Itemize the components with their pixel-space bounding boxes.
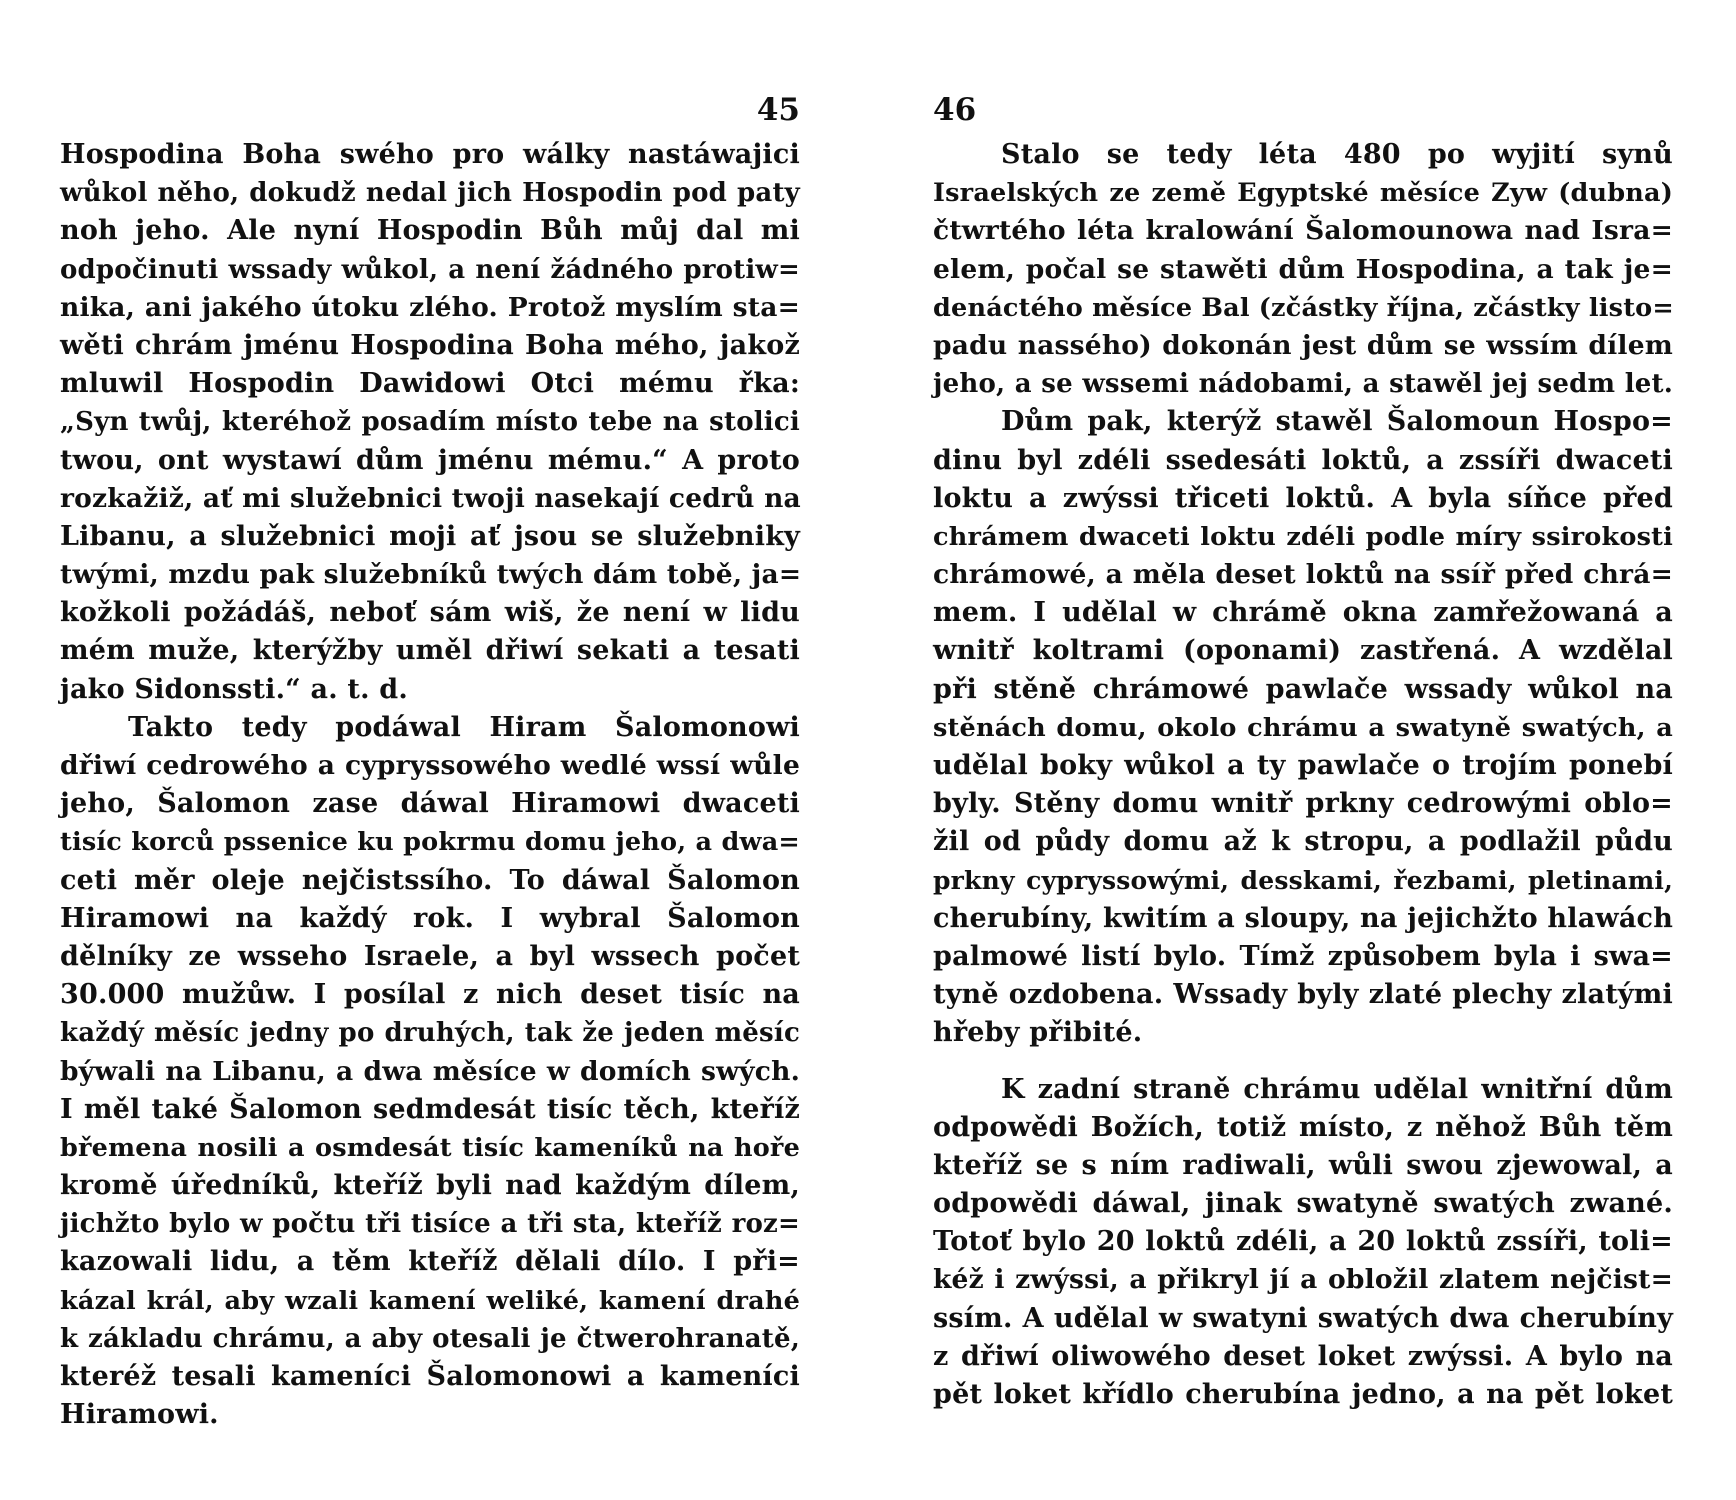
- text-line: hřeby přibité.: [933, 1017, 1143, 1049]
- text-line: čtwrtého léta kralowání Šalomounowa nad Isra=: [933, 215, 1673, 247]
- text-line: kromě úředníků, kteříž byli nad každým dílem,: [60, 1170, 800, 1202]
- text-line: jeho, Šalomon zase dáwal Hiramowi dwaceti: [60, 788, 800, 820]
- text-line: jeho, a se wssemi nádobami, a stawěl jej sedm let.: [933, 369, 1673, 400]
- text-line: jako Sidonssti.“ a. t. d.: [60, 673, 408, 705]
- text-line: chrámem dwaceti loktu zdéli podle míry ssirokosti: [933, 521, 1673, 552]
- text-line: noh jeho. Ale nyní Hospodin Bůh můj dal mi: [60, 215, 800, 247]
- text-line: Totoť bylo 20 loktů zdéli, a 20 loktů zssíři, toli=: [933, 1226, 1673, 1258]
- text-line: k základu chrámu, a aby otesali je čtwerohranatě,: [60, 1323, 800, 1354]
- text-line: wěti chrám jménu Hospodina Boha mého, jakož: [60, 329, 800, 361]
- text-line: prkny cypryssowými, desskami, řezbami, pletinami,: [933, 865, 1673, 895]
- text-line: Takto tedy podáwal Hiram Šalomonowi: [128, 711, 800, 743]
- text-line: udělal boky wůkol a ty pawlače o trojím ponebí: [933, 750, 1673, 781]
- right-page: [933, 88, 1673, 1414]
- text-line: dřiwí cedrowého a cypryssowého wedlé wssí wůle: [60, 750, 800, 781]
- text-line: mém muže, kterýžby uměl dřiwí sekati a tesati: [60, 635, 800, 667]
- paragraph-gap: [933, 1053, 1673, 1071]
- text-line: cherubíny, kwitím a sloupy, na jejichžto hlawách: [933, 902, 1674, 934]
- text-line: denáctého měsíce Bal (zčástky října, zčástky listo=: [933, 292, 1674, 323]
- text-line: stěnách domu, okolo chrámu a swatyně swatých, a: [933, 712, 1673, 743]
- text-line: odpočinuti wssady wůkol, a není žádného protiw=: [60, 254, 800, 285]
- text-line: Israelských ze země Egyptské měsíce Zyw (dubna): [933, 178, 1673, 209]
- text-line: Hospodina Boha swého pro wálky nastáwajici: [60, 139, 800, 170]
- text-line: twými, mzdu pak služebníků twých dám tobě, ja=: [60, 559, 802, 591]
- text-line: každý měsíc jedny po druhých, tak že jeden měsíc: [60, 1018, 800, 1049]
- text-line: wnitř koltrami (oponami) zastřená. A wzdělal: [933, 635, 1673, 667]
- text-line: mluwil Hospodin Dawidowi Otci mému řka:: [60, 368, 800, 400]
- text-line: Stalo se tedy léta 480 po wyjití synů: [1001, 139, 1673, 170]
- page-number: 45: [756, 92, 800, 128]
- text-line: wůkol něho, dokudž nedal jich Hospodin pod paty: [60, 178, 800, 209]
- page-text: [933, 136, 1673, 1414]
- text-line: Libanu, a služebnici moji ať jsou se služebniky: [60, 520, 800, 552]
- text-line: nika, ani jakého útoku zlého. Protož myslím sta=: [60, 291, 800, 323]
- text-line: Dům pak, kterýž stawěl Šalomoun Hospo=: [1001, 406, 1673, 438]
- text-line: býwali na Libanu, a dwa měsíce w domích swých.: [60, 1055, 800, 1087]
- text-line: padu nassého) dokonán jest dům se wssím dílem: [933, 329, 1673, 361]
- text-line: kazowali lidu, a těm kteříž dělali dílo. I při=: [60, 1246, 800, 1278]
- text-line: tyně ozdobena. Wssady byly zlaté plechy zlatými: [933, 979, 1673, 1011]
- text-line: odpowědi dáwal, jinak swatyně swatých zwané.: [933, 1188, 1673, 1220]
- text-line: pět loket křídlo cherubína jedno, a na pět loket: [933, 1379, 1673, 1410]
- text-line: I měl také Šalomon sedmdesát tisíc těch, kteříž: [60, 1093, 800, 1125]
- text-line: žil od půdy domu až k stropu, a podlažil půdu: [933, 826, 1673, 858]
- text-line: byly. Stěny domu wnitř prkny cedrowými oblo=: [933, 788, 1673, 820]
- text-line: „Syn twůj, kteréhož posadím místo tebe na stolici: [60, 407, 800, 438]
- page-number: 46: [933, 92, 977, 128]
- text-line: kéž i zwýssi, a přikryl jí a obložil zlatem nejčist=: [933, 1264, 1673, 1296]
- text-line: kázal král, aby wzali kamení weliké, kamení drahé: [60, 1285, 800, 1316]
- text-line: twou, ont wystawí dům jménu mému.“ A proto: [60, 444, 800, 476]
- text-line: loktu a zwýssi třiceti loktů. A byla síňce před: [933, 482, 1673, 514]
- text-line: mem. I udělal w chrámě okna zamřežowaná a: [933, 597, 1673, 629]
- left-page: [60, 88, 800, 1434]
- text-line: rozkažiž, ať mi služebnici twoji nasekají cedrů na: [60, 482, 801, 514]
- text-line: břemena nosili a osmdesát tisíc kameníků na hoře: [60, 1132, 800, 1163]
- text-line: ssím. A udělal w swatyni swatých dwa cherubíny: [933, 1302, 1673, 1334]
- text-line: chrámowé, a měla deset loktů na ssíř před chrá=: [933, 559, 1673, 591]
- text-line: Hiramowi.: [60, 1399, 219, 1431]
- text-line: elem, počal se stawěti dům Hospodina, a tak je=: [933, 253, 1673, 285]
- text-line: dělníky ze wsseho Israele, a byl wssech počet: [60, 940, 800, 972]
- text-line: ceti měr oleje nejčistssího. To dáwal Šalomon: [60, 864, 800, 896]
- text-line: odpowědi Božích, totiž místo, z něhož Bůh těm: [933, 1111, 1673, 1143]
- text-line: tisíc korců pssenice ku pokrmu domu jeho, a dwa=: [60, 827, 800, 858]
- text-line: jichžto bylo w počtu tři tisíce a tři sta, kteříž roz=: [60, 1209, 800, 1240]
- text-line: palmowé listí bylo. Tímž způsobem byla i swa=: [933, 940, 1673, 972]
- text-line: K zadní straně chrámu udělal wnitřní dům: [1001, 1073, 1673, 1105]
- text-line: dinu byl zdéli ssedesáti loktů, a zssíři dwaceti: [933, 444, 1673, 476]
- text-line: 30.000 mužůw. I posílal z nich deset tisíc na: [60, 979, 800, 1011]
- text-line: kožkoli požádáš, neboť sám wiš, že není w lidu: [60, 597, 800, 629]
- text-line: z dřiwí oliwowého deset loket zwýssi. A bylo na: [933, 1340, 1673, 1372]
- page-text: [60, 136, 800, 1434]
- text-line: kteréž tesali kameníci Šalomonowi a kameníci: [60, 1361, 800, 1392]
- text-line: při stěně chrámowé pawlače wssady wůkol na: [933, 673, 1673, 705]
- text-line: kteříž se s ním radiwali, wůli swou zjewowal, a: [933, 1149, 1673, 1181]
- text-line: Hiramowi na každý rok. I wybral Šalomon: [60, 902, 800, 934]
